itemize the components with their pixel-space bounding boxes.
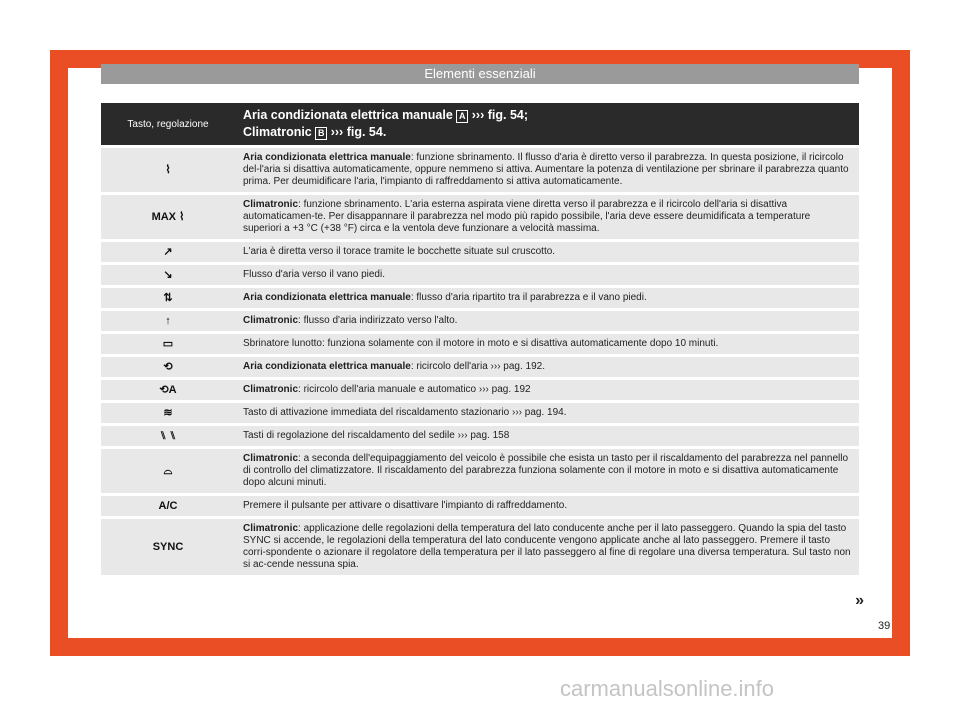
windscreen-defrost-icon: ⌇ [165,164,171,176]
recirculation-icon: ⟲ [163,361,173,373]
table-row [101,334,859,354]
row-description [235,148,859,192]
table-row [101,426,859,446]
row-description-text: : flusso d'aria indirizzato verso l'alto. [298,315,458,326]
air-upward-icon: ↑ [165,315,171,327]
row-description [235,334,859,354]
table-row [101,357,859,377]
row-icon-cell [101,449,235,493]
watermark: carmanualsonline.info [560,676,775,701]
sync-icon: SYNC [152,541,184,553]
row-icon-cell [101,403,235,423]
table-row [101,449,859,493]
row-description-text: Sbrinatore lunotto: funziona solamente con il motore in moto e si disattiva automaticamente dopo 10 minuti. [243,338,719,349]
max-defrost-icon: MAX ⌇ [151,211,185,223]
header-line2-post: ››› fig. 54. [330,125,387,139]
rear-window-defrost-icon: ▭ [162,338,174,350]
table-row [101,380,859,400]
row-description [235,380,859,400]
table-row [101,519,859,575]
row-description-text: Flusso d'aria verso il vano piedi. [243,269,385,280]
row-description-text: Tasto di attivazione immediata del riscaldamento stazionario ››› pag. 194. [243,407,567,418]
row-description-lead: Climatronic [243,523,299,534]
row-description-lead: Climatronic [243,453,299,464]
seat-heating-icon: ⑊ ⑊ [159,430,177,442]
ac-icon: A/C [158,500,178,512]
table-row [101,288,859,308]
row-icon-cell [101,496,235,516]
table-row [101,148,859,192]
auxiliary-heating-icon: ≋ [163,407,173,419]
row-description [235,449,859,493]
table-row [101,195,859,239]
row-description [235,311,859,331]
row-icon-cell [101,311,235,331]
row-icon-cell [101,288,235,308]
row-description-lead: Climatronic [243,315,299,326]
row-description-lead: Aria condizionata elettrica manuale [243,361,411,372]
controls-table [101,100,859,578]
header-badge-a: A [456,110,468,123]
windscreen-heating-icon: ⌓ [163,465,173,477]
row-description [235,426,859,446]
row-icon-cell [101,265,235,285]
row-description-text: : flusso d'aria ripartito tra il parabrezza e il vano piedi. [410,292,647,303]
row-description [235,195,859,239]
row-description [235,496,859,516]
row-description [235,519,859,575]
row-icon-cell [101,380,235,400]
header-controls: Tasto, regolazione [101,103,235,145]
row-description-lead: Climatronic [243,384,299,395]
continue-marker: » [855,592,864,609]
row-description-text: Tasti di regolazione del riscaldamento del sedile ››› pag. 158 [243,430,510,441]
row-description-text: : ricircolo dell'aria manuale e automatico ››› pag. 192 [298,384,531,395]
row-description-lead: Aria condizionata elettrica manuale [243,152,411,163]
row-description-lead: Aria condizionata elettrica manuale [243,292,411,303]
row-description-text: : applicazione delle regolazioni della temperatura del lato conducente anche per il lato passeggero. Quando la spia del tasto SYNC si accende, le regolazioni della temperatura del lato conducente vengono applicate anche al lato passeggero. Premere il tasto corri-spondente o azionare il regolatore della temperatura per il lato passeggero al fine di regolare una diversa temperatura. Sul tasto non si ac-cende nessuna spia. [243,523,851,570]
table-row [101,496,859,516]
row-icon-cell [101,242,235,262]
table-header-row [101,103,859,145]
row-description-text: L'aria è diretta verso il torace tramite le bocchette situate sul cruscotto. [243,246,556,257]
row-icon-cell [101,334,235,354]
row-description-text: : ricircolo dell'aria ››› pag. 192. [410,361,546,372]
row-description [235,403,859,423]
row-description [235,357,859,377]
table-row [101,265,859,285]
row-description [235,265,859,285]
header-description [235,103,859,145]
header-line1-post: ››› fig. 54; [471,108,529,122]
row-description [235,242,859,262]
row-description-text: : funzione sbrinamento. Il flusso d'aria è diretto verso il parabrezza. In questa posizione, il ricircolo del-l'aria si disattiva automaticamente, oppure nemmeno si attiva. Aumentare la potenza di ventilazione per sbrinare il parabrezza quanto prima. Per deumidificare l'aria, l'impianto di raffreddamento si attiva automaticamente. [243,152,849,187]
row-description-lead: Climatronic [243,199,299,210]
row-icon-cell [101,148,235,192]
air-to-windscreen-and-feet-icon: ⇅ [163,292,173,304]
page-number: 39 [878,620,891,632]
recirculation-auto-icon: ⟲A [159,384,177,396]
row-description-text: Premere il pulsante per attivare o disattivare l'impianto di raffreddamento. [243,500,568,511]
row-icon-cell [101,357,235,377]
section-title: Elementi essenziali [101,64,859,84]
air-to-upper-body-icon: ↗ [163,246,173,258]
row-description-text: : funzione sbrinamento. L'aria esterna aspirata viene diretta verso il parabrezza e il ricircolo dell'aria si disattiva automaticamen-te. Per disappannare il parabrezza nel modo più rapido possibile, l'aria deve essere deumidificata a temperature superiori a +3 °C (+38 °F) circa e la ventola deve funzionare a velocità massima. [243,199,811,234]
row-description-text: : a seconda dell'equipaggiamento del veicolo è possibile che esista un tasto per il riscaldamento del parabrezza nel pannello di controllo del climatizzatore. Il riscaldamento del parabrezza funziona solamente con il motore in moto e si disattiva automaticamente dopo alcuni minuti. [243,453,849,488]
header-line2-pre: Climatronic [243,125,312,139]
row-icon-cell [101,426,235,446]
row-description [235,288,859,308]
table-row [101,311,859,331]
header-line1-pre: Aria condizionata elettrica manuale [243,108,453,122]
table-row [101,403,859,423]
table-row [101,242,859,262]
header-badge-b: B [315,127,327,140]
row-icon-cell [101,519,235,575]
row-icon-cell [101,195,235,239]
air-to-feet-icon: ↘ [163,269,173,281]
